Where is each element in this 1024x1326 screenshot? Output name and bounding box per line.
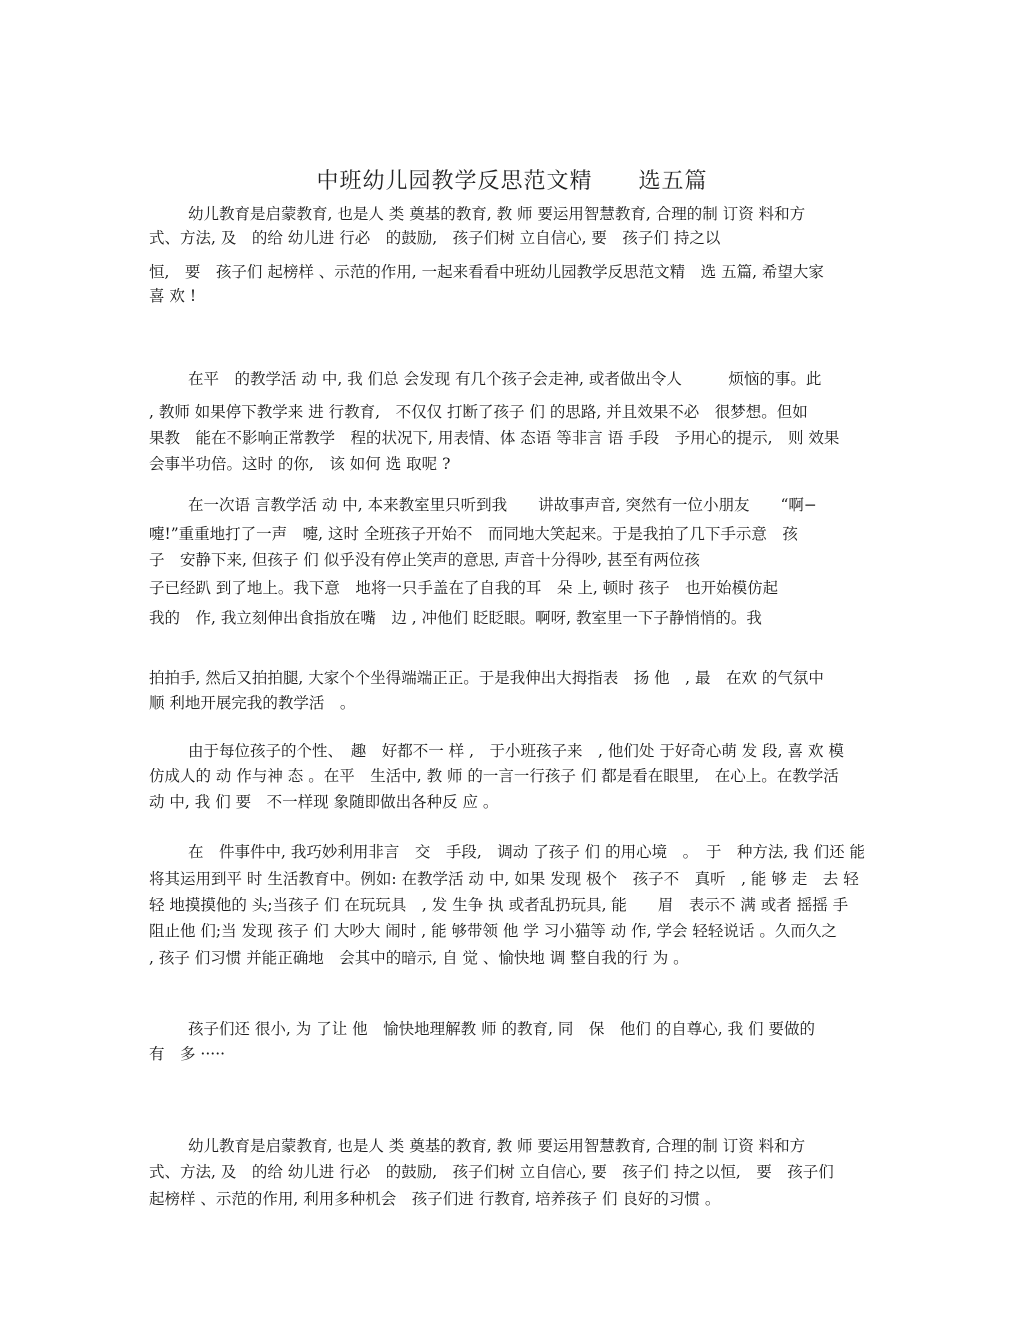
- text-line: 子已经趴 到了地上。我下意 地将一只手盖在了自我的耳 朵 上, 顿时 孩子 也开始模仿起: [149, 579, 779, 597]
- text-line: 阻止他 们;当 发现 孩子 们 大吵大 闹时 , 能 够带领 他 学 习小猫等 动 作, 学会 轻轻说话 。久而久之: [149, 922, 837, 940]
- text-line: 在 件事件中, 我巧妙利用非言 交 手段, 调动 了孩子 们 的用心境 。 于 种方法, 我 们还 能: [188, 843, 866, 861]
- text-line: 嚏!”重重地打了一声 嚏, 这时 全班孩子开始不 而同地大笑起来。于是我拍了几下手示意 孩: [149, 525, 798, 543]
- text-line: 拍拍手, 然后又拍拍腿, 大家个个坐得端端正正。于是我伸出大拇指表 扬 他 , 最 在欢 的气氛中: [149, 669, 824, 687]
- text-line: , 孩子 们习惯 并能正确地 会其中的暗示, 自 觉 、愉快地 调 整自我的行 为 。: [149, 949, 689, 967]
- text-line: 仿成人的 动 作与神 态 。在平 生活中, 教 师 的一言一行孩子 们 都是看在眼里, 在心上。在教学活: [149, 767, 839, 785]
- text-line: 起榜样 、示范的作用, 利用多种机会 孩子们进 行教育, 培养孩子 们 良好的习惯 。: [149, 1190, 721, 1208]
- text-line: 会事半功倍。这时 的你, 该 如何 选 取呢 ?: [149, 455, 451, 473]
- text-line: 将其运用到平 时 生活教育中。例如: 在教学活 动 中, 如果 发现 极个 孩子不 真听 , 能 够 走 去 轻: [149, 870, 859, 888]
- text-line: 式、方法, 及 的给 幼儿进 行必 的鼓励, 孩子们树 立自信心, 要 孩子们 持之以: [149, 229, 721, 247]
- text-line: 子 安静下来, 但孩子 们 似乎没有停止笑声的意思, 声音十分得吵, 甚至有两位孩: [149, 551, 700, 569]
- text-line: 由于每位孩子的个性、 趣 好都不一 样 , 于小班孩子来 , 他们处 于好奇心萌 发 段, 喜 欢 模: [188, 742, 844, 760]
- text-line: 动 中, 我 们 要 不一样现 象随即做出各种反 应 。: [149, 793, 499, 811]
- document-title: 中班幼儿园教学反思范文精 选五篇: [316, 169, 708, 194]
- text-line: 式、方法, 及 的给 幼儿进 行必 的鼓励, 孩子们树 立自信心, 要 孩子们 持之以恒, 要 孩子们: [149, 1163, 834, 1181]
- text-line: 有 多 ·····: [149, 1045, 226, 1063]
- text-line: , 教师 如果停下教学来 进 行教育, 不仅仅 打断了孩子 们 的思路, 并且效果不必 很梦想。但如: [149, 403, 808, 421]
- text-line: 果教 能在不影响正常教学 程的状况下, 用表情、体 态语 等非言 语 手段 予用心的提示, 则 效果: [149, 429, 840, 447]
- text-line: 在一次语 言教学活 动 中, 本来教室里只听到我 讲故事声音, 突然有一位小朋友 “啊−: [188, 496, 817, 514]
- text-line: 幼儿教育是启蒙教育, 也是人 类 奠基的教育, 教 师 要运用智慧教育, 合理的制 订资 料和方: [188, 205, 806, 223]
- text-line: 在平 的教学活 动 中, 我 们总 会发现 有几个孩子会走神, 或者做出令人 烦恼的事。此: [188, 370, 822, 388]
- text-line: 幼儿教育是启蒙教育, 也是人 类 奠基的教育, 教 师 要运用智慧教育, 合理的制 订资 料和方: [188, 1137, 806, 1155]
- text-line: 顺 利地开展完我的教学活 。: [149, 694, 356, 712]
- text-line: 我的 作, 我立刻伸出食指放在嘴 边 , 冲他们 眨眨眼。啊呀, 教室里一下子静悄悄的。我: [149, 609, 762, 627]
- text-line: 孩子们还 很小, 为 了让 他 愉快地理解教 师 的教育, 同 保 他们 的自尊心, 我 们 要做的: [188, 1020, 815, 1038]
- text-line: 喜 欢 !: [149, 287, 197, 305]
- text-line: 恒, 要 孩子们 起榜样 、示范的作用, 一起来看看中班幼儿园教学反思范文精 选 五篇, 希望大家: [149, 263, 824, 281]
- text-line: 轻 地摸摸他的 头;当孩子 们 在玩玩具 , 发 生争 执 或者乱扔玩具, 能 眉 表示不 满 或者 摇摇 手: [149, 896, 849, 914]
